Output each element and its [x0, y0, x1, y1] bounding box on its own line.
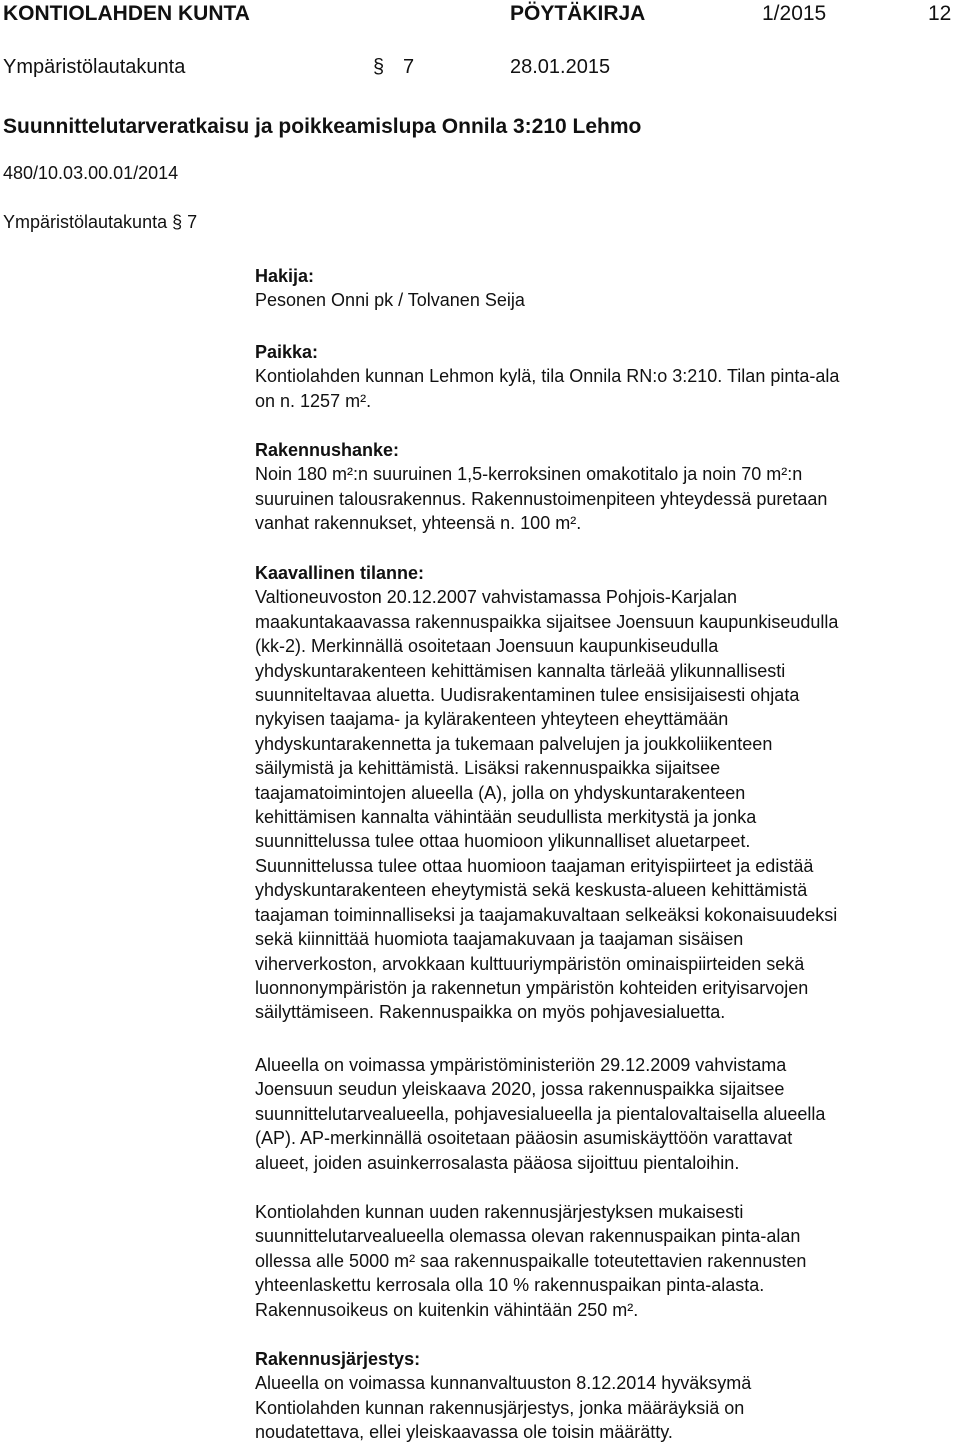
page-title: Suunnittelutarveratkaisu ja poikkeamislupa Onnila 3:210 Lehmo	[3, 115, 642, 138]
zoning-block	[255, 561, 955, 1025]
applicant-label: Hakija:	[255, 266, 315, 286]
general-plan-text: Alueella on voimassa ympäristöministeriön 29.12.2009 vahvistama Joensuun seudun yleiskaava 2020, jossa rakennuspaikka sijaitsee suunnittelutarvealueella, pohjavesialueella ja pientalovaltaisella alueella (AP). AP-merkinnällä osoitetaan pääosin asumiskäyttöön varattavat alueet, joiden asuinkerrosalasta pääosa sijoittuu pientaloihin.	[255, 1055, 826, 1173]
section-sign: §	[373, 56, 385, 78]
committee-name: Ympäristölautakunta	[3, 56, 186, 78]
zoning-label: Kaavallinen tilanne:	[255, 563, 425, 583]
municipality-name: KONTIOLAHDEN KUNTA	[3, 2, 250, 25]
project-text: Noin 180 m²:n suuruinen 1,5-kerroksinen omakotitalo ja noin 70 m²:n suuruinen talousrakennus. Rakennustoimenpiteen yhteydessä puretaan vanhat rakennukset, yhteensä n. 100 m².	[255, 464, 828, 534]
section-number: 7	[403, 56, 415, 78]
location-text: Kontiolahden kunnan Lehmon kylä, tila Onnila RN:o 3:210. Tilan pinta-ala on n. 1257 m².	[255, 366, 840, 411]
meeting-date: 28.01.2015	[510, 56, 611, 78]
document-type: PÖYTÄKIRJA	[510, 2, 646, 25]
project-block	[255, 438, 955, 536]
regulation-label: Rakennusjärjestys:	[255, 1349, 421, 1369]
page-number: 12	[928, 2, 952, 25]
regulation-text: Alueella on voimassa kunnanvaltuuston 8.12.2014 hyväksymä Kontiolahden kunnan rakennusjärjestys, jonka määräyksiä on noudatettava, ellei yleiskaavassa ole toisin määrätty.	[255, 1373, 752, 1443]
location-label: Paikka:	[255, 342, 319, 362]
location-block	[255, 340, 955, 413]
applicant-text: Pesonen Onni pk / Tolvanen Seija	[255, 290, 525, 311]
general-plan-block	[255, 1053, 955, 1175]
building-order-block	[255, 1200, 955, 1322]
board-section: Ympäristölautakunta § 7	[3, 212, 198, 232]
regulation-block	[255, 1347, 955, 1445]
zoning-text: Valtioneuvoston 20.12.2007 vahvistamassa Pohjois-Karjalan maakuntakaavassa rakennuspaikka sijaitsee Joensuun kaupunkiseudulla (kk-2). Merkinnällä osoitetaan Joensuun kaupunkiseudulla yhdyskuntarakenteen kehittämisen kannalta tärleää ylikunnallisesti suunniteltavaa aluetta. Uudisrakentaminen tulee ensisijaisesti ohjata nykyisen taajama- ja kylärakenteen yhteyteen eheyttämään yhdyskuntarakennetta ja tukemaan palvelujen ja joukkoliikenteen säilymistä ja kehittämistä. Lisäksi rakennuspaikka sijaitsee taajamatoimintojen alueella (A), jolla on yhdyskuntarakenteen kehittämisen kannalta vähintään seudullista merkitystä ja jonka suunnittelussa tulee ottaa huomioon ylikunnalliset aluetarpeet. Suunnittelussa tulee ottaa huomioon taajaman erityispiirteet ja edistää yhdyskuntarakenteen eheytymistä sekä keskusta-alueen kehittämistä taajaman toiminnalliseksi ja taajamakuvaltaan selkeäksi kokonaisuudeksi sekä kiinnittää huomiota taajamakuvaan ja taajaman sisäisen viherverkoston, arvokkaan kulttuuriympäristön ominaispiirteiden sekä luonnonympäristön ja rakennetun ympäristön kohteiden erityisarvojen säilyttämiseen. Rakennuspaikka on myös pohjavesialuetta.	[255, 587, 839, 1023]
applicant-block	[255, 264, 955, 313]
building-order-text: Kontiolahden kunnan uuden rakennusjärjestyksen mukaisesti suunnittelutarvealueella olemassa olevan rakennuspaikan pinta-alan ollessa alle 5000 m² saa rakennuspaikalle toteutettavien rakennusten yhteenlaskettu kerrosala olla 10 % rakennuspaikan pinta-alasta. Rakennusoikeus on kuitenkin vähintään 250 m².	[255, 1202, 807, 1320]
document-number: 1/2015	[762, 2, 827, 25]
case-number: 480/10.03.00.01/2014	[3, 163, 179, 183]
project-label: Rakennushanke:	[255, 440, 400, 460]
